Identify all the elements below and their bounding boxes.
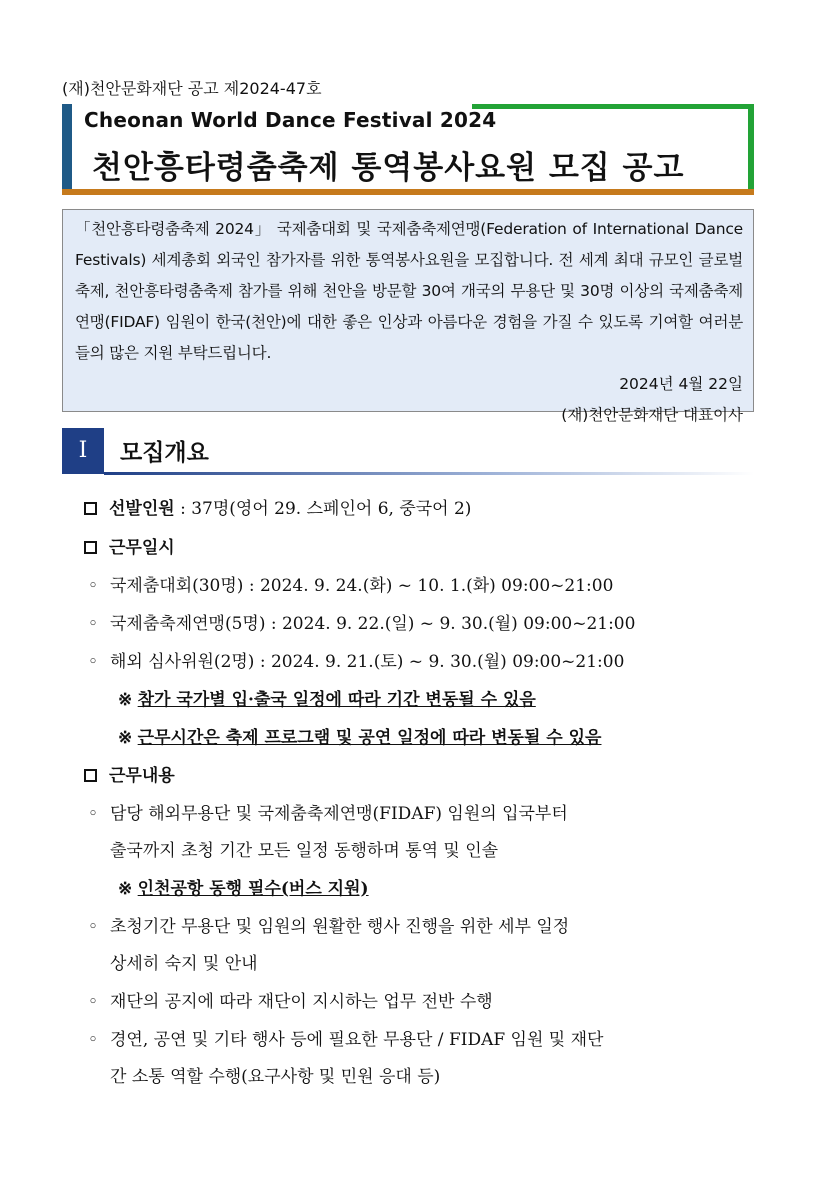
- intro-signatory: (재)천안문화재단 대표이사: [561, 406, 743, 424]
- checkbox-square-icon: [84, 502, 97, 515]
- note-row: [118, 685, 536, 710]
- section-title: 모집개요: [120, 440, 209, 466]
- schedule-item: 국제춤축제연맹(5명) : 2024. 9. 22.(일) ~ 9. 30.(월) 09:00~21:00: [110, 614, 636, 634]
- recruit-row: [84, 494, 471, 519]
- title-korean: 천안흥타령춤축제 통역봉사요원 모집 공고: [92, 150, 685, 186]
- section-number: I: [62, 428, 104, 474]
- list-item: [88, 799, 568, 824]
- title-banner: [62, 104, 754, 198]
- bullet-circle-icon: ◦: [88, 917, 99, 937]
- schedule-item: 해외 심사위원(2명) : 2024. 9. 21.(토) ~ 9. 30.(월) 09:00~21:00: [110, 652, 625, 672]
- checkbox-square-icon: [84, 769, 97, 782]
- section-header: [62, 428, 754, 474]
- duty-text: 재단의 공지에 따라 재단이 지시하는 업무 전반 수행: [110, 992, 493, 1012]
- note-mark-icon: ※: [118, 728, 133, 748]
- list-item: [88, 647, 624, 672]
- bullet-circle-icon: ◦: [88, 652, 99, 672]
- list-item-continued: 상세히 숙지 및 안내: [110, 954, 258, 974]
- bullet-circle-icon: ◦: [88, 614, 99, 634]
- note-row: [118, 723, 601, 748]
- duties-heading: [84, 761, 175, 786]
- bullet-circle-icon: ◦: [88, 992, 99, 1012]
- title-top-accent: [472, 104, 754, 109]
- schedule-note: 근무시간은 축제 프로그램 및 공연 일정에 따라 변동될 수 있음: [137, 728, 602, 748]
- title-left-bar: [62, 104, 72, 190]
- notice-number: (재)천안문화재단 공고 제2024-47호: [62, 79, 322, 98]
- list-item: [88, 609, 635, 634]
- intro-date: 2024년 4월 22일: [619, 375, 743, 393]
- title-bottom-bar: [62, 189, 754, 195]
- recruit-label: 선발인원: [109, 499, 175, 519]
- duty-text: 경연, 공연 및 기타 행사 등에 필요한 무용단 / FIDAF 임원 및 재단: [110, 1030, 604, 1050]
- duty-text: 담당 해외무용단 및 국제춤축제연맹(FIDAF) 임원의 입국부터: [110, 804, 568, 824]
- bullet-circle-icon: ◦: [88, 1030, 99, 1050]
- duties-label: 근무내용: [109, 766, 175, 786]
- schedule-item: 국제춤대회(30명) : 2024. 9. 24.(화) ~ 10. 1.(화) 09:00~21:00: [110, 576, 614, 596]
- schedule-heading: [84, 533, 175, 558]
- intro-box: [62, 209, 754, 424]
- duty-note: 인천공항 동행 필수(버스 지원): [137, 879, 369, 899]
- section-underline: [104, 472, 754, 475]
- list-item-continued: 간 소통 역할 수행(요구사항 및 민원 응대 등): [110, 1067, 441, 1087]
- note-mark-icon: ※: [118, 690, 133, 710]
- schedule-label: 근무일시: [109, 538, 175, 558]
- title-right-accent: [748, 104, 754, 190]
- list-item: [88, 912, 569, 937]
- checkbox-square-icon: [84, 541, 97, 554]
- list-item-continued: 출국까지 초청 기간 모든 일정 동행하며 통역 및 인솔: [110, 841, 499, 861]
- bullet-circle-icon: ◦: [88, 804, 99, 824]
- recruit-value: : 37명(영어 29. 스페인어 6, 중국어 2): [174, 499, 472, 519]
- list-item: [88, 571, 613, 596]
- bullet-circle-icon: ◦: [88, 576, 99, 596]
- note-mark-icon: ※: [118, 879, 133, 899]
- intro-text: 「천안흥타령춤축제 2024」 국제춤대회 및 국제춤축제연맹(Federation of International Dance Festivals) 세계총회 외국인 참가자를 위한 통역봉사요원을 모집합니다. 전 세계 최대 규모인 글로벌 축제, 천안흥타령춤축제 참가를 위해 천안을 방문할 30여 개국의 무용단 및 30명 이상의 국제춤축제연맹(FIDAF) 임원이 한국(천안)에 대한 좋은 인상과 아름다운 경험을 가질 수 있도록 기여할 여러분들의 많은 지원 부탁드립니다.: [75, 220, 743, 362]
- title-english: Cheonan World Dance Festival 2024: [84, 108, 497, 132]
- schedule-note: 참가 국가별 입·출국 일정에 따라 기간 변동될 수 있음: [137, 690, 536, 710]
- duty-text: 초청기간 무용단 및 임원의 원활한 행사 진행을 위한 세부 일정: [110, 917, 570, 937]
- list-item: [88, 1025, 603, 1050]
- list-item: [88, 987, 493, 1012]
- note-row: [118, 874, 369, 899]
